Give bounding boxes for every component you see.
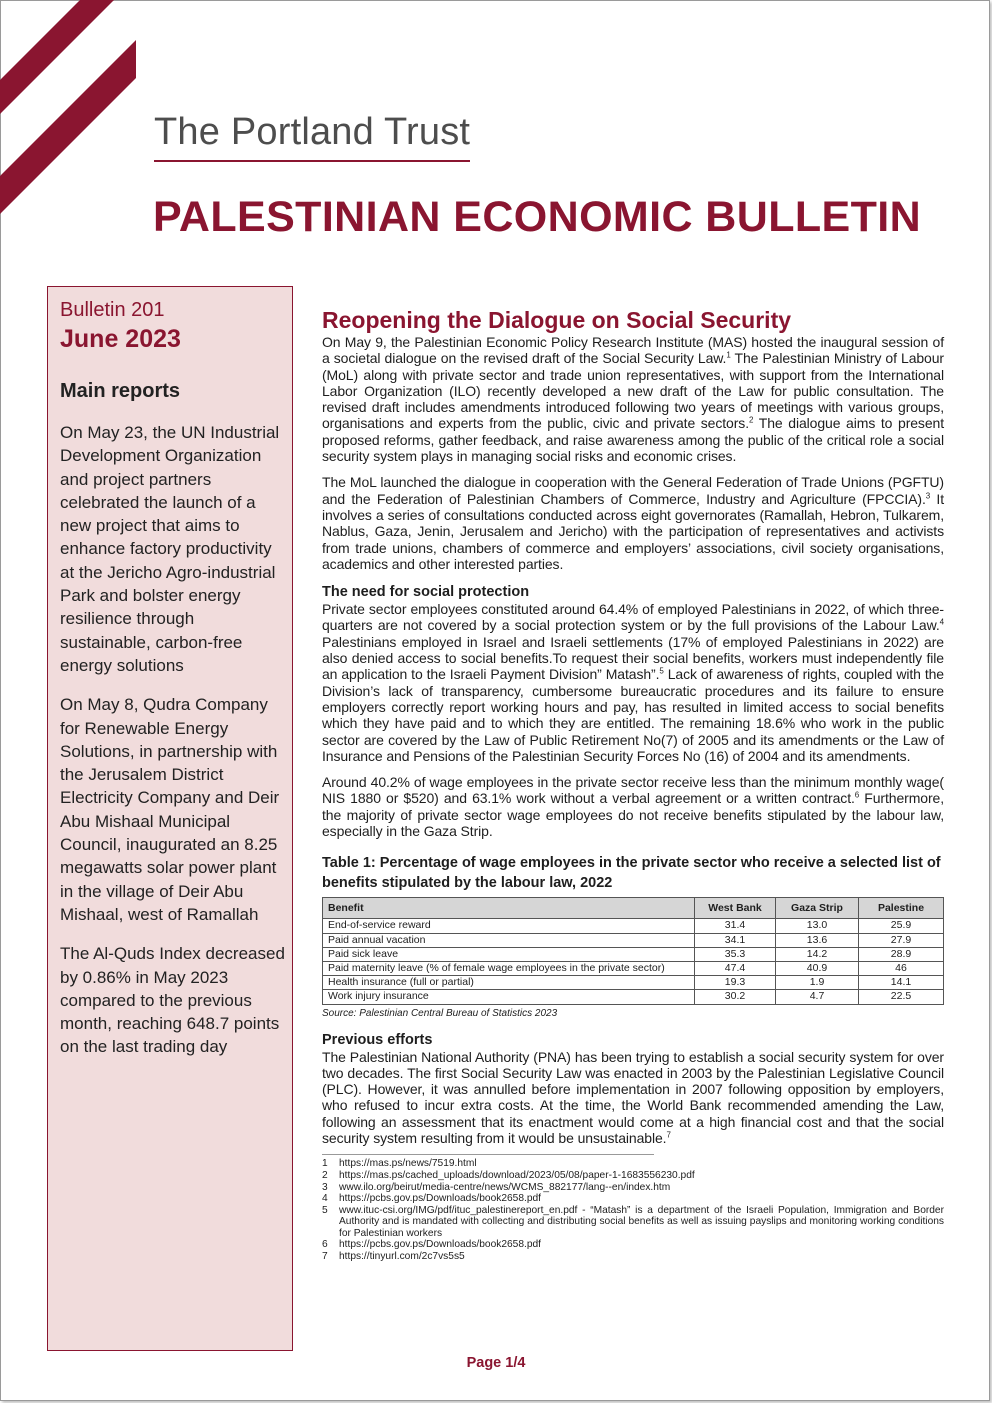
- table-cell: 35.3: [695, 947, 776, 961]
- footnote-ref: 4: [939, 617, 944, 627]
- column-header: West Bank: [695, 898, 776, 919]
- table-row: [323, 976, 944, 990]
- table-caption: Table 1: Percentage of wage employees in the private sector who receive a selected list of benefits stipulated by the labour law, 2022: [322, 855, 941, 892]
- footnote: 5 www.ituc-csi.org/IMG/pdf/ituc_palestinereport_en.pdf - “Matash” is a department of the Israeli Population, Immigration and Border Authority and is mandated with collecting and distributing social benefits as well as issuing payslips and monitoring working conditions for Palestinian workers: [322, 1204, 944, 1239]
- footnote-link[interactable]: https://tinyurl.com/2c7vs5s5: [339, 1251, 465, 1263]
- footnote-link[interactable]: https://pcbs.gov.ps/Downloads/book2658.pdf: [339, 1239, 541, 1251]
- table-cell: 34.1: [695, 933, 776, 947]
- report-item: On May 8, Qudra Company for Renewable Energy Solutions, in partnership with the Jerusalem District Electricity Company and Deir Abu Mishaal Municipal Council, inaugurated an 8.25 megawatts solar power plant in the village of Deir Abu Mishaal, west of Ramallah: [60, 695, 280, 924]
- table-cell: 1.9: [776, 976, 859, 990]
- benefits-table: [322, 897, 944, 1004]
- table-cell: Work injury insurance: [323, 990, 695, 1004]
- report-item: The Al-Quds Index decreased by 0.86% in May 2023 compared to the previous month, reaching 648.7 points on the last trading day: [60, 944, 285, 1057]
- table-cell: Health insurance (full or partial): [323, 976, 695, 990]
- table-header-row: [323, 898, 944, 919]
- table-cell: 19.3: [695, 976, 776, 990]
- sidebar: [47, 286, 293, 1351]
- table-row: [323, 990, 944, 1004]
- footnote-link[interactable]: www.ilo.org/beirut/media-centre/news/WCMS_882177/lang--en/index.htm: [339, 1181, 671, 1193]
- table-row: [323, 919, 944, 933]
- paragraph: The Palestinian National Authority (PNA) has been trying to establish a social security system for over two decades. The first Social Security Law was enacted in 2003 by the Palestinian Legislative Council (PLC). However, it was annulled before implementation in 2007 following opposition by employers, who refused to incur extra costs. At the time, the World Bank recommended amending the Law, following an assessment that its enactment would come at a high financial cost and that the social security system resulting from it would be unsustainable.$^7$: [322, 1048, 944, 1147]
- table-cell: 40.9: [776, 961, 859, 975]
- table-cell: 4.7: [776, 990, 859, 1004]
- footnote: 1 https://mas.ps/news/7519.html: [322, 1158, 944, 1170]
- table-cell: 13.0: [776, 919, 859, 933]
- brand-logo-text: The Portland Trust: [154, 110, 470, 162]
- footnote-ref: 1: [726, 350, 731, 360]
- page-number: Page 1/4: [466, 1355, 526, 1371]
- table-cell: 13.6: [776, 933, 859, 947]
- table-cell: 22.5: [859, 990, 944, 1004]
- table-cell: 47.4: [695, 961, 776, 975]
- table-row: [323, 947, 944, 961]
- table-cell: 14.1: [859, 976, 944, 990]
- article-title: Reopening the Dialogue on Social Security: [322, 307, 792, 333]
- main-reports-heading: Main reports: [60, 380, 181, 402]
- footnote-ref: 7: [666, 1130, 671, 1140]
- footnote: 3 www.ilo.org/beirut/media-centre/news/WCMS_882177/lang--en/index.htm: [322, 1182, 944, 1194]
- column-header: Benefit: [323, 898, 695, 919]
- table-cell: 46: [859, 961, 944, 975]
- table-source-note: Source: Palestinian Central Bureau of Statistics 2023: [322, 1007, 558, 1019]
- footnote: 6 https://pcbs.gov.ps/Downloads/book2658.pdf: [322, 1239, 944, 1251]
- table-cell: 30.2: [695, 990, 776, 1004]
- footnotes: [322, 1158, 944, 1262]
- corner-stripes-decoration: [0, 0, 140, 230]
- paragraph: The MoL launched the dialogue in cooperation with the General Federation of Trade Unions (PGFTU) and the Federation of Palestinian Chambers of Commerce, Industry and Agriculture (FPCCIA).$^3$ It involves a series of consultations conducted across eight governorates (Ramallah, Hebron, Tulkarem, Nablus, Gaza, Jenin, Jerusalem and Jericho) with the participation of representatives and activists from trade unions, chambers of commerce and employers’ associations, civil society organisations, academics and other interested parties.: [322, 474, 944, 572]
- footnote-ref: 2: [749, 415, 754, 425]
- footnote-link[interactable]: https://mas.ps/news/7519.html: [339, 1158, 477, 1170]
- table-row: [323, 933, 944, 947]
- footnote-divider: [322, 1154, 654, 1155]
- table-cell: 25.9: [859, 919, 944, 933]
- report-item: On May 23, the UN Industrial Development Organization and project partners celebrated the launch of a new project that aims to enhance factory productivity at the Jericho Agro-industrial Park and bolster energy resilience through sustainable, carbon-free energy solutions: [60, 423, 280, 675]
- paragraph: Around 40.2% of wage employees in the private sector receive less than the minimum monthly wage( NIS 1880 or $520) and 63.1% work without a verbal agreement or a written contract.$^6$ Furthermore, the majority of private sector wage employees do not receive benefits stipulated by the labour law, especially in the Gaza Strip.: [322, 774, 944, 840]
- table-cell: 31.4: [695, 919, 776, 933]
- table-cell: Paid sick leave: [323, 947, 695, 961]
- footnote-link[interactable]: https://mas.ps/cached_uploads/download/2023/05/08/paper-1-1683556230.pdf: [339, 1169, 695, 1181]
- footnote: 7 https://tinyurl.com/2c7vs5s5: [322, 1251, 944, 1263]
- table-cell: Paid maternity leave (% of female wage employees in the private sector): [323, 961, 695, 975]
- footnote: 4 https://pcbs.gov.ps/Downloads/book2658.pdf: [322, 1193, 944, 1205]
- footnote-ref: 5: [659, 666, 664, 676]
- bulletin-date: June 2023: [60, 325, 181, 353]
- section-heading: Previous efforts: [322, 1031, 433, 1048]
- column-header: Gaza Strip: [776, 898, 859, 919]
- table-cell: 28.9: [859, 947, 944, 961]
- footnote-ref: 6: [854, 790, 860, 800]
- table-row: [323, 961, 944, 975]
- main-content: [322, 306, 944, 1263]
- table-cell: 27.9: [859, 933, 944, 947]
- footnote-ref: 3: [925, 491, 931, 501]
- table-cell: 14.2: [776, 947, 859, 961]
- section-heading: The need for social protection: [322, 584, 530, 601]
- paragraph: Private sector employees constituted around 64.4% of employed Palestinians in 2022, of which three-quarters are not covered by a social protection system or by the full provisions of the Labour Law.$^4$ Palestinians employed in Israel and Israeli settlements (17% of employed Palestinians in 2022) are also denied access to social benefits.To request their social benefits, workers must independently file an application to the Israeli Payment Division” Matash”.$^5$ Lack of awareness of rights, coupled with the Division’s lack of transparency, cumbersome bureaucratic procedures and its failure to ensure employers correctly report working hours and pay, has resulted in limited access to social benefits which they have paid and to which they are entitled. The remaining 18.6% who work in the public sector are covered by the Law of Public Retirement No(7) of 2005 and its amendments or the Law of Insurance and Pensions of the Palestinian Security Forces No (16) of 2004 and its amendments.: [322, 601, 944, 764]
- bulletin-title: PALESTINIAN ECONOMIC BULLETIN: [153, 193, 922, 241]
- footnote-link[interactable]: https://pcbs.gov.ps/Downloads/book2658.pdf: [339, 1193, 541, 1205]
- table-cell: Paid annual vacation: [323, 933, 695, 947]
- paragraph: On May 9, the Palestinian Economic Policy Research Institute (MAS) hosted the inaugural session of a societal dialogue on the revised draft of the Social Security Law.$^1$ The Palestinian Ministry of Labour (MoL) along with private sector and trade union representatives, with support from the International Labor Organization (ILO) recently developed a new draft of the Law for public consultation. The revised draft includes amendments introduced following two years of meetings with various groups, organisations and experts from the public, civic and private sectors.$^2$ The dialogue aims to present proposed reforms, gather feedback, and raise awareness among the public of the critical role a social security system plays in managing social risks and economic crises.: [322, 334, 944, 465]
- footnote: 2 https://mas.ps/cached_uploads/download/2023/05/08/paper-1-1683556230.pdf: [322, 1170, 944, 1182]
- footnote-link[interactable]: www.ituc-csi.org/IMG/pdf/ituc_palestinereport_en.pdf - “Matash” is a department of the Israeli Population, Immigration and Border Authority and is mandated with collecting and distributing social benefits as well as issuing payslips and monitoring working conditions for Palestinian workers: [339, 1204, 944, 1239]
- table-cell: End-of-service reward: [323, 919, 695, 933]
- column-header: Palestine: [859, 898, 944, 919]
- bulletin-number: Bulletin 201: [60, 299, 165, 321]
